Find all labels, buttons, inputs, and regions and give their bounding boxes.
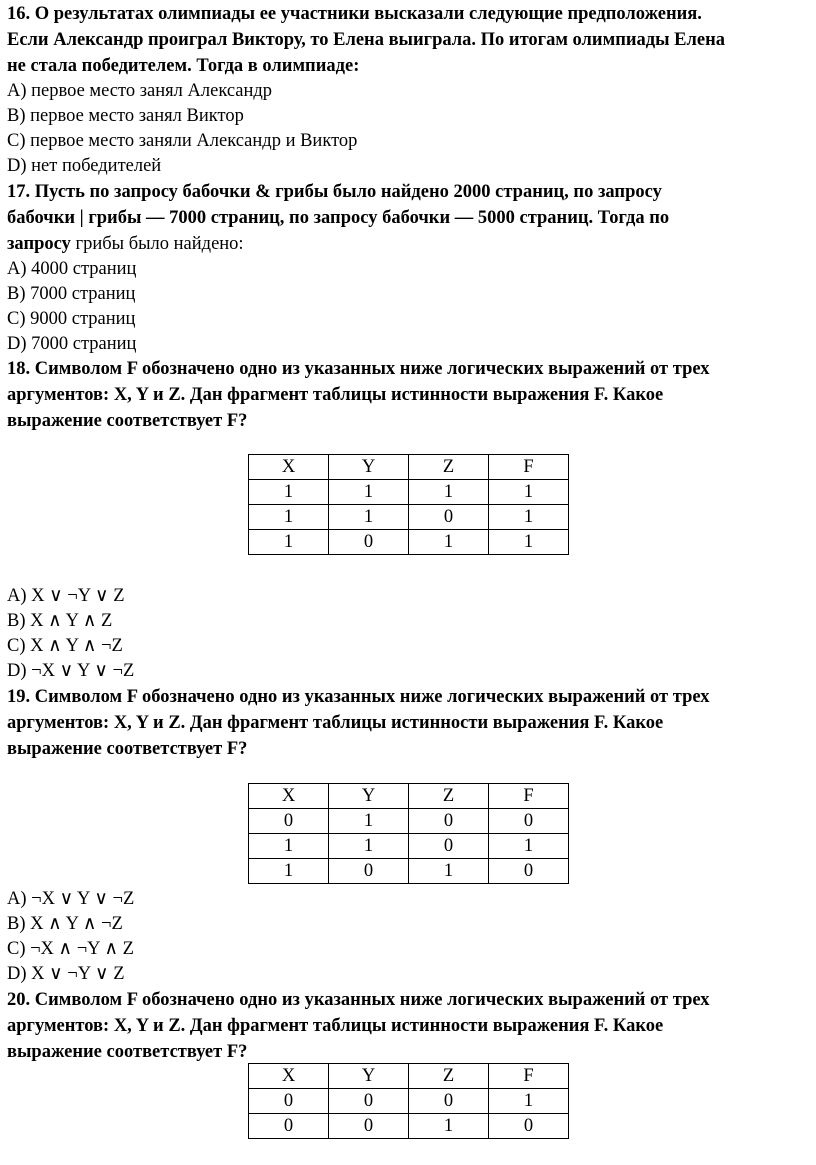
table-cell: 0: [329, 859, 409, 884]
table-row: [249, 530, 569, 555]
table-cell: 1: [249, 834, 329, 859]
table-cell: 1: [489, 530, 569, 555]
table-cell: 0: [249, 1089, 329, 1114]
q19-option-d: D) X ∨ ¬Y ∨ Z: [7, 964, 125, 984]
q17-title-line-1: 17. Пусть по запросу бабочки & грибы было найдено 2000 страниц, по запросу: [7, 182, 662, 202]
table-cell: 1: [329, 480, 409, 505]
q19-option-a: A) ¬X ∨ Y ∨ ¬Z: [7, 889, 135, 909]
table-cell: 0: [409, 1089, 489, 1114]
table-cell: 0: [329, 1114, 409, 1139]
q16-title-line-3: не стала победителем. Тогда в олимпиаде:: [7, 56, 360, 76]
table-row: [249, 505, 569, 530]
table-header-cell: Z: [409, 784, 489, 809]
table-cell: 0: [249, 809, 329, 834]
q17-title-line-2: бабочки | грибы — 7000 страниц, по запросу бабочки — 5000 страниц. Тогда по: [7, 208, 670, 228]
table-row: [249, 1089, 569, 1114]
q16-option-c: C) первое место заняли Александр и Виктор: [7, 131, 358, 151]
table-header-cell: X: [249, 784, 329, 809]
q19-title-line-2: аргументов: X, Y и Z. Дан фрагмент таблицы истинности выражения F. Какое: [7, 713, 664, 733]
table-cell: 1: [409, 530, 489, 555]
table-cell: 1: [489, 834, 569, 859]
table-cell: 1: [249, 480, 329, 505]
q18-title-line-2: аргументов: X, Y и Z. Дан фрагмент таблицы истинности выражения F. Какое: [7, 385, 664, 405]
table-cell: 1: [489, 505, 569, 530]
q17-option-b: B) 7000 страниц: [7, 284, 136, 304]
q16-title-line-1: 16. О результатах олимпиады ее участники высказали следующие предположения.: [7, 4, 702, 24]
table-header-row: [249, 1064, 569, 1089]
q17-title-normal-part: грибы было найдено:: [70, 234, 244, 254]
table-header-cell: Z: [409, 1064, 489, 1089]
q17-title-line-3: [7, 231, 244, 257]
table-header-cell: Y: [329, 455, 409, 480]
table-cell: 0: [329, 1089, 409, 1114]
table-header-cell: F: [489, 784, 569, 809]
table-header-cell: F: [489, 455, 569, 480]
table-row: [249, 1114, 569, 1139]
table-header-row: [249, 784, 569, 809]
q19-option-c: C) ¬X ∧ ¬Y ∧ Z: [7, 939, 134, 959]
table-header-row: [249, 455, 569, 480]
table-cell: 0: [489, 859, 569, 884]
table-cell: 0: [249, 1114, 329, 1139]
table-cell: 0: [489, 1114, 569, 1139]
table-cell: 1: [409, 859, 489, 884]
table-cell: 0: [329, 530, 409, 555]
table-header-cell: Z: [409, 455, 489, 480]
q18-option-a: A) X ∨ ¬Y ∨ Z: [7, 586, 125, 606]
q18-title-line-1: 18. Символом F обозначено одно из указанных ниже логических выражений от трех: [7, 359, 710, 379]
table-header-cell: X: [249, 455, 329, 480]
q17-option-d: D) 7000 страниц: [7, 334, 137, 354]
q16-option-a: A) первое место занял Александр: [7, 81, 273, 101]
table-header-cell: Y: [329, 1064, 409, 1089]
table-cell: 1: [329, 505, 409, 530]
table-cell: 0: [409, 505, 489, 530]
table-row: [249, 834, 569, 859]
table-cell: 0: [489, 809, 569, 834]
q20-title-line-1: 20. Символом F обозначено одно из указанных ниже логических выражений от трех: [7, 990, 710, 1010]
q18-truth-table: [248, 454, 569, 555]
table-cell: 1: [249, 530, 329, 555]
table-cell: 1: [329, 834, 409, 859]
table-cell: 1: [249, 859, 329, 884]
table-row: [249, 809, 569, 834]
q19-truth-table: [248, 783, 569, 884]
table-cell: 1: [489, 480, 569, 505]
q16-option-d: D) нет победителей: [7, 156, 162, 176]
table-cell: 1: [409, 480, 489, 505]
q16-option-b: B) первое место занял Виктор: [7, 106, 244, 126]
table-header-cell: Y: [329, 784, 409, 809]
table-cell: 1: [249, 505, 329, 530]
table-cell: 0: [409, 809, 489, 834]
q18-option-c: C) X ∧ Y ∧ ¬Z: [7, 636, 123, 656]
q17-option-c: C) 9000 страниц: [7, 309, 136, 329]
q18-option-d: D) ¬X ∨ Y ∨ ¬Z: [7, 661, 135, 681]
table-cell: 1: [329, 809, 409, 834]
table-row: [249, 859, 569, 884]
table-cell: 0: [409, 834, 489, 859]
q19-option-b: B) X ∧ Y ∧ ¬Z: [7, 914, 123, 934]
q20-title-line-2: аргументов: X, Y и Z. Дан фрагмент таблицы истинности выражения F. Какое: [7, 1016, 664, 1036]
q19-title-line-3: выражение соответствует F?: [7, 739, 248, 759]
q17-title-bold-part: запросу: [7, 234, 71, 254]
q19-title-line-1: 19. Символом F обозначено одно из указанных ниже логических выражений от трех: [7, 687, 710, 707]
q16-title-line-2: Если Александр проиграл Виктору, то Елена выиграла. По итогам олимпиады Елена: [7, 30, 726, 50]
q18-title-line-3: выражение соответствует F?: [7, 411, 248, 431]
table-cell: 1: [409, 1114, 489, 1139]
table-cell: 1: [489, 1089, 569, 1114]
q20-truth-table: [248, 1063, 569, 1139]
q20-title-line-3: выражение соответствует F?: [7, 1042, 248, 1062]
table-header-cell: F: [489, 1064, 569, 1089]
q17-option-a: A) 4000 страниц: [7, 259, 137, 279]
q18-option-b: B) X ∧ Y ∧ Z: [7, 611, 113, 631]
table-row: [249, 480, 569, 505]
table-header-cell: X: [249, 1064, 329, 1089]
